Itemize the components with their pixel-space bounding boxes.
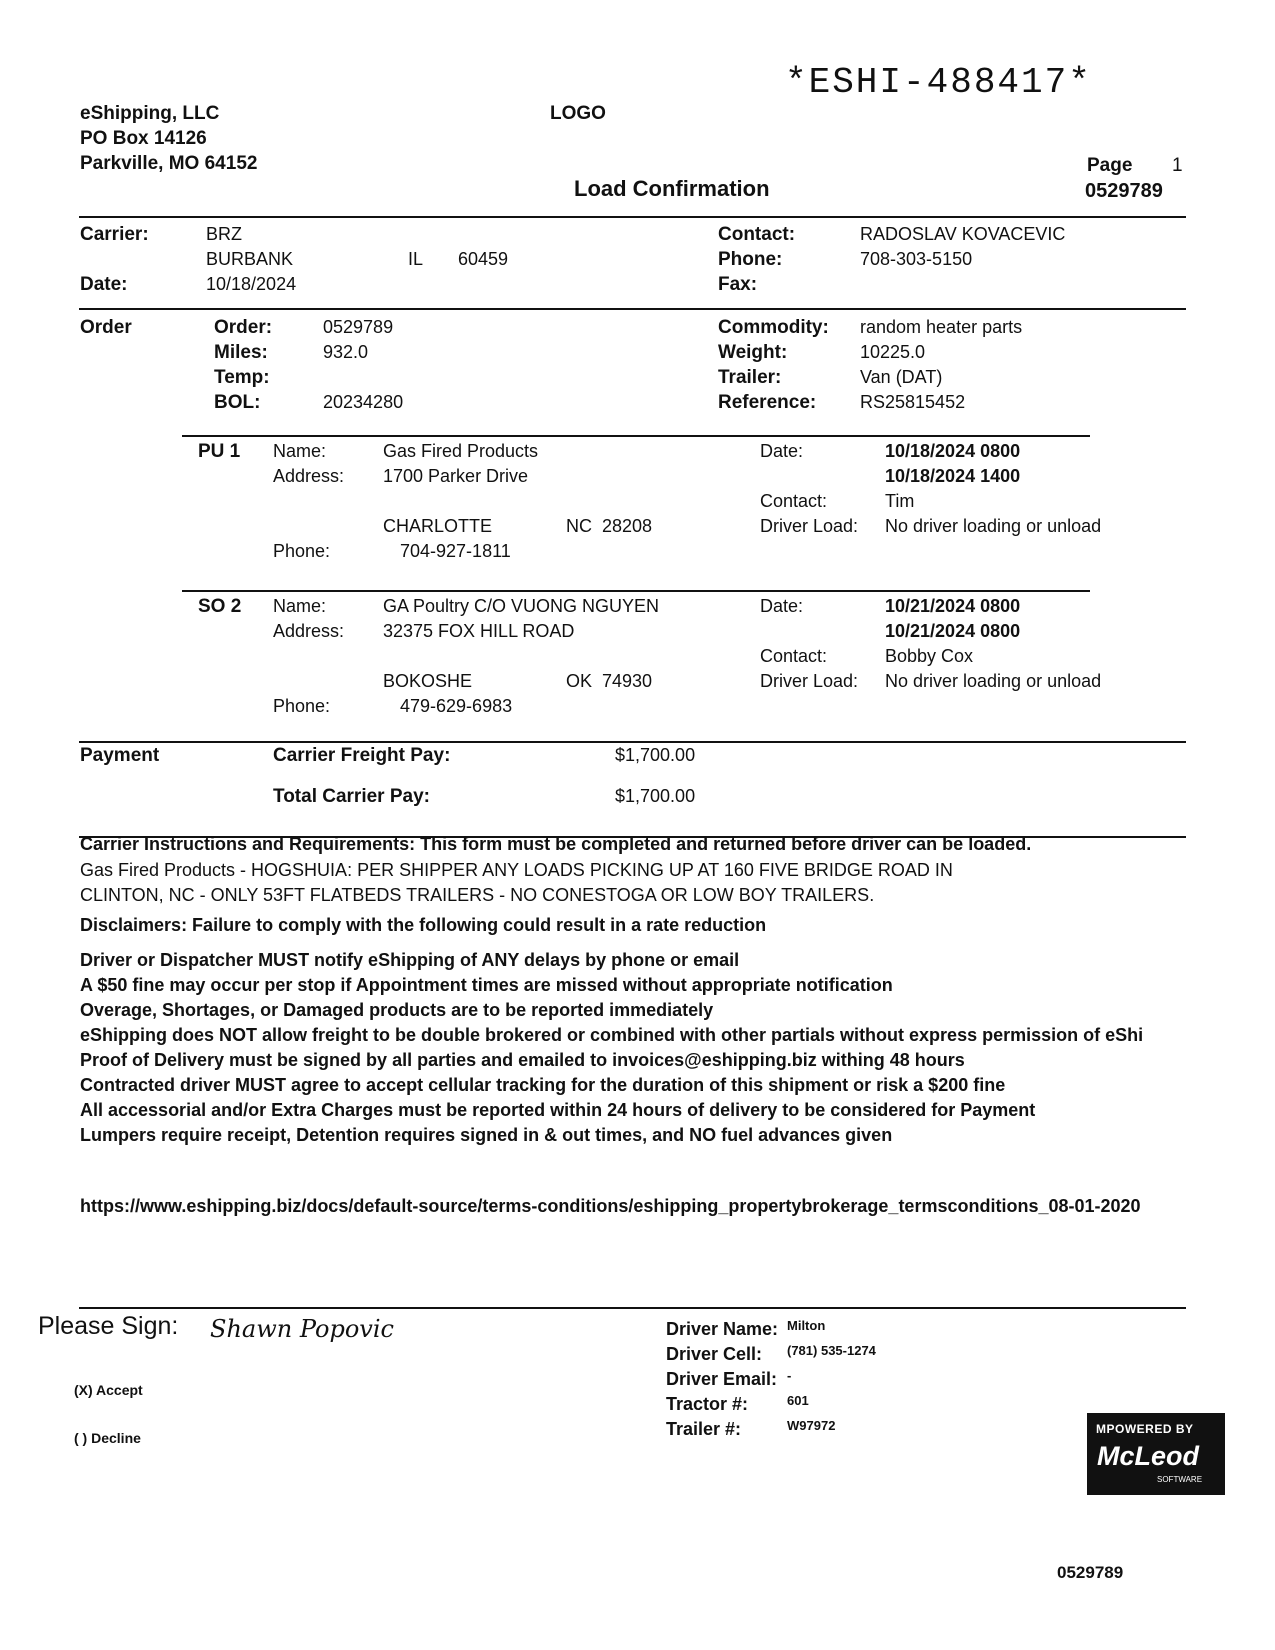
trailer-number-label: Trailer #:	[666, 1419, 742, 1439]
driver-email: -	[787, 1368, 792, 1383]
order-section-label: Order	[80, 317, 132, 338]
divider	[79, 741, 1186, 743]
stop-date-end: 10/21/2024 0800	[885, 621, 1021, 641]
stop-date-label: Date:	[760, 596, 804, 616]
carrier-contact: RADOSLAV KOVACEVIC	[860, 224, 1066, 244]
mcleod-tagline: MPOWERED BY	[1096, 1422, 1194, 1436]
trailer-number: W97972	[787, 1418, 836, 1433]
date-label: Date:	[80, 274, 128, 295]
carrier-zip: 60459	[458, 249, 509, 269]
header-order-number: 0529789	[1085, 180, 1163, 202]
order-number: 0529789	[323, 317, 394, 337]
driver-cell: (781) 535-1274	[787, 1343, 876, 1358]
driver-name-label: Driver Name:	[666, 1319, 779, 1339]
mcleod-logo	[1087, 1413, 1225, 1495]
stop-address: 1700 Parker Drive	[383, 466, 529, 486]
driver-email-label: Driver Email:	[666, 1369, 778, 1389]
stop-name-label: Name:	[273, 596, 327, 616]
order-label: Order:	[214, 317, 273, 338]
stop-date-start: 10/18/2024 0800	[885, 441, 1021, 461]
stop-state-zip: OK 74930	[566, 671, 653, 691]
stop-phone-label: Phone:	[273, 696, 331, 716]
divider	[79, 308, 1186, 310]
decline-option[interactable]: ( ) Decline	[74, 1430, 141, 1446]
logo-label: LOGO	[550, 103, 606, 124]
disclaimer-heading: Disclaimers: Failure to comply with the following could result in a rate reduction	[80, 915, 767, 935]
stop-address-label: Address:	[273, 621, 345, 641]
stop-code: SO 2	[198, 596, 242, 617]
miles-label: Miles:	[214, 342, 268, 363]
company-city: Parkville, MO 64152	[80, 153, 258, 174]
mcleod-sub: SOFTWARE	[1157, 1475, 1203, 1484]
carrier-city: BURBANK	[206, 249, 294, 269]
weight-label: Weight:	[718, 342, 788, 363]
instructions-line: Gas Fired Products - HOGSHUIA: PER SHIPPER ANY LOADS PICKING UP AT 160 FIVE BRIDGE ROAD IN	[80, 860, 953, 880]
rule-line: eShipping does NOT allow freight to be double brokered or combined with other partials without express permission of eShi	[80, 1025, 1144, 1045]
divider	[79, 1307, 1186, 1309]
stop-name: GA Poultry C/O VUONG NGUYEN	[383, 596, 660, 616]
please-sign-label: Please Sign:	[38, 1312, 179, 1340]
fax-label: Fax:	[718, 274, 758, 295]
carrier-phone: 708-303-5150	[860, 249, 973, 269]
trailer-label: Trailer:	[718, 367, 782, 388]
page-number: 1	[1172, 155, 1183, 176]
stop-contact: Tim	[885, 491, 915, 511]
payment-label: Payment	[80, 745, 160, 766]
stop-driver-load-label: Driver Load:	[760, 516, 859, 536]
tractor-number: 601	[787, 1393, 809, 1408]
stop-city: CHARLOTTE	[383, 516, 493, 536]
total-pay-value: $1,700.00	[615, 786, 696, 806]
stop-address-label: Address:	[273, 466, 345, 486]
stop-date-start: 10/21/2024 0800	[885, 596, 1021, 616]
reference-label: Reference:	[718, 392, 817, 413]
reference-value: RS25815452	[860, 392, 966, 412]
stop-contact: Bobby Cox	[885, 646, 974, 666]
stop-date-end: 10/18/2024 1400	[885, 466, 1021, 486]
tractor-label: Tractor #:	[666, 1394, 749, 1414]
rule-line: All accessorial and/or Extra Charges must be reported within 24 hours of delivery to be considered for Payment	[80, 1100, 1036, 1120]
rule-line: Driver or Dispatcher MUST notify eShipping of ANY delays by phone or email	[80, 950, 740, 970]
commodity-label: Commodity:	[718, 317, 829, 338]
bol-value: 20234280	[323, 392, 404, 412]
bol-label: BOL:	[214, 392, 261, 413]
stop-code: PU 1	[198, 441, 241, 462]
carrier-name: BRZ	[206, 224, 242, 244]
freight-pay-value: $1,700.00	[615, 745, 696, 765]
stop-name: Gas Fired Products	[383, 441, 539, 461]
terms-link[interactable]: https://www.eshipping.biz/docs/default-source/terms-conditions/eshipping_propertybrokerage_termsconditions_08-01-2020	[80, 1196, 1141, 1216]
rule-line: Contracted driver MUST agree to accept cellular tracking for the duration of this shipment or risk a $200 fine	[80, 1075, 1006, 1095]
miles-value: 932.0	[323, 342, 369, 362]
freight-pay-label: Carrier Freight Pay:	[273, 745, 451, 766]
instructions-heading: Carrier Instructions and Requirements: This form must be completed and returned before driver can be loaded.	[80, 834, 1032, 854]
stop-phone-label: Phone:	[273, 541, 331, 561]
instructions-line: CLINTON, NC - ONLY 53FT FLATBEDS TRAILERS - NO CONESTOGA OR LOW BOY TRAILERS.	[80, 885, 875, 905]
company-po: PO Box 14126	[80, 128, 207, 149]
stop-phone: 479-629-6983	[400, 696, 513, 716]
driver-name: Milton	[787, 1318, 826, 1333]
rule-line: A $50 fine may occur per stop if Appointment times are missed without appropriate notification	[80, 975, 893, 995]
divider	[79, 216, 1186, 218]
weight-value: 10225.0	[860, 342, 926, 362]
mcleod-brand: McLeod	[1097, 1441, 1200, 1471]
carrier-label: Carrier:	[80, 224, 149, 245]
stop-address: 32375 FOX HILL ROAD	[383, 621, 575, 641]
stop-contact-label: Contact:	[760, 646, 828, 666]
contact-label: Contact:	[718, 224, 796, 245]
rule-line: Lumpers require receipt, Detention requires signed in & out times, and NO fuel advances given	[80, 1125, 893, 1145]
stop-state-zip: NC 28208	[566, 516, 653, 536]
barcode-text: *ESHI-488417*	[785, 62, 1092, 103]
commodity-value: random heater parts	[860, 317, 1023, 337]
stop-driver-load: No driver loading or unload	[885, 516, 1102, 536]
carrier-date: 10/18/2024	[206, 274, 297, 294]
company-name: eShipping, LLC	[80, 103, 220, 124]
page-label: Page	[1087, 155, 1133, 176]
signature: Shawn Popovic	[210, 1315, 394, 1343]
stop-name-label: Name:	[273, 441, 327, 461]
temp-label: Temp:	[214, 367, 270, 388]
driver-cell-label: Driver Cell:	[666, 1344, 763, 1364]
stop-city: BOKOSHE	[383, 671, 473, 691]
divider	[182, 590, 1090, 592]
phone-label: Phone:	[718, 249, 783, 270]
stop-contact-label: Contact:	[760, 491, 828, 511]
stop-date-label: Date:	[760, 441, 804, 461]
carrier-state: IL	[408, 249, 424, 269]
rule-line: Overage, Shortages, or Damaged products are to be reported immediately	[80, 1000, 714, 1020]
stop-phone: 704-927-1811	[400, 541, 511, 561]
divider	[182, 435, 1090, 437]
accept-option[interactable]: (X) Accept	[74, 1382, 143, 1398]
page-title: Load Confirmation	[574, 176, 770, 201]
stop-driver-load-label: Driver Load:	[760, 671, 859, 691]
total-pay-label: Total Carrier Pay:	[273, 786, 430, 807]
rule-line: Proof of Delivery must be signed by all parties and emailed to invoices@eshipping.biz withing 48 hours	[80, 1050, 965, 1070]
footer-order-number: 0529789	[1057, 1563, 1124, 1582]
stop-driver-load: No driver loading or unload	[885, 671, 1102, 691]
trailer-value: Van (DAT)	[860, 367, 943, 387]
